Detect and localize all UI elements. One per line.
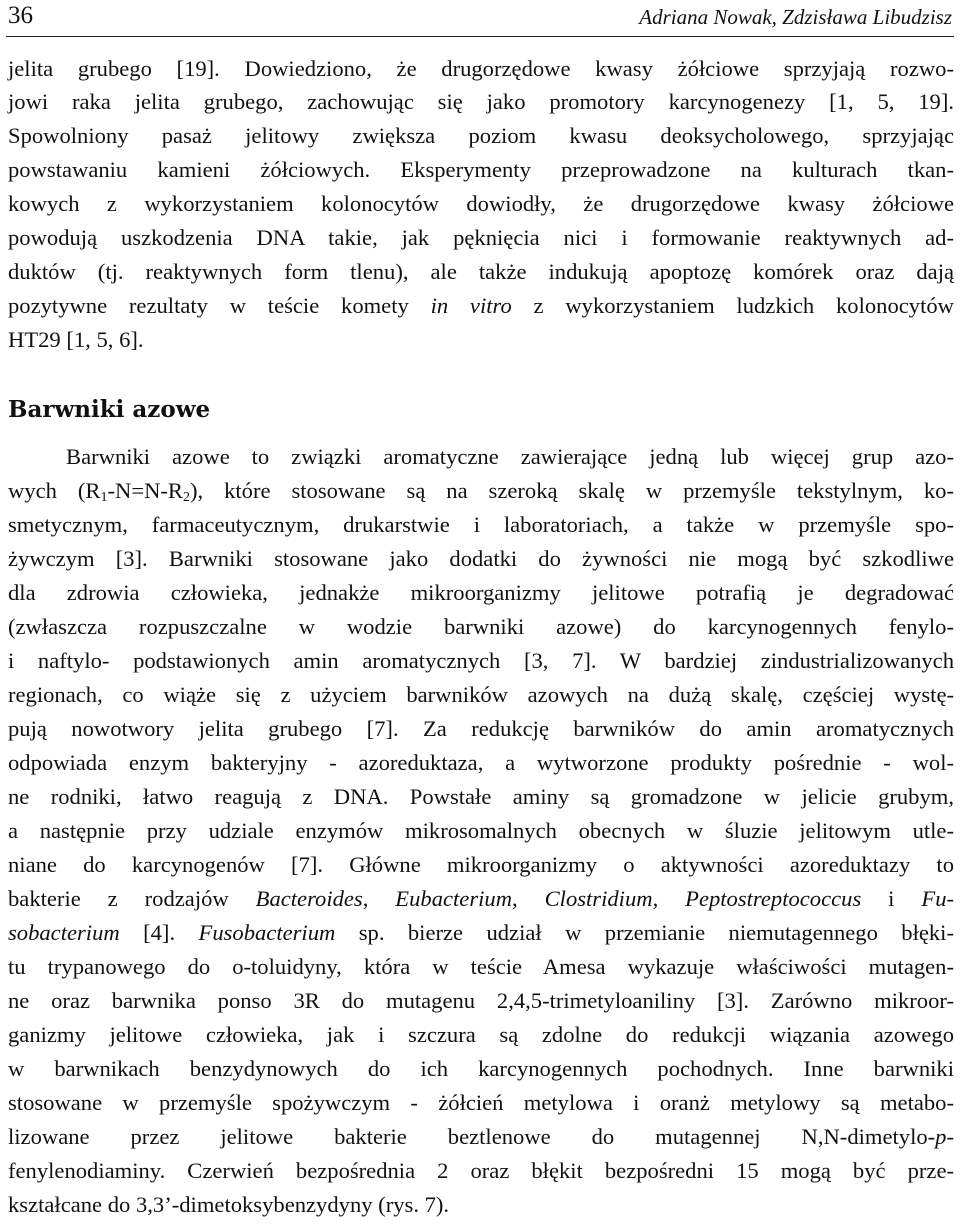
text-line: powstawaniu kamieni żółciowych. Eksperymenty przeprowadzone na kulturach tkan- [8, 157, 954, 182]
text-line: fenylenodiaminy. Czerwień bezpośrednia 2 oraz błękit bezpośredni 15 mogą być prze- [8, 1158, 954, 1183]
text-line: niane do karcynogenów [7]. Główne mikroorganizmy o aktywności azoreduktazy to [8, 852, 954, 877]
text-line: regionach, co wiąże się z użyciem barwników azowych na dużą skalę, częściej wystę- [8, 682, 954, 707]
text-line: a następnie przy udziale enzymów mikrosomalnych obecnych w śluzie jelitowym utle- [8, 818, 954, 843]
text-line: bakterie z rodzajów Bacteroides, Eubacterium, Clostridium, Peptostreptococcus i Fu- [8, 886, 955, 911]
text-line: odpowiada enzym bakteryjny - azoreduktaza, a wytworzone produkty pośrednie - wol- [8, 750, 954, 775]
text-line: kowych z wykorzystaniem kolonocytów dowiodły, że drugorzędowe kwasy żółciowe [8, 191, 954, 216]
text-line: sobacterium [4]. Fusobacterium sp. bierze udział w przemianie niemutagennego błęki- [8, 920, 954, 945]
text-line: pozytywne rezultaty w teście komety in vitro z wykorzystaniem ludzkich kolonocytów [8, 293, 954, 318]
text-line: duktów (tj. reaktywnych form tlenu), ale także indukują apoptozę komórek oraz dają [8, 259, 954, 284]
text-line: żywczym [3]. Barwniki stosowane jako dodatki do żywności nie mogą być szkodliwe [8, 546, 954, 571]
text-line: kształcane do 3,3’-dimetoksybenzydyny (rys. 7). [8, 1192, 450, 1217]
text-line: jelita grubego [19]. Dowiedziono, że drugorzędowe kwasy żółciowe sprzyjają rozwo- [8, 56, 954, 81]
text-line: ganizmy jelitowe człowieka, jak i szczura są zdolne do redukcji wiązania azowego [8, 1022, 954, 1047]
text-line: wych $(R_1-N=N-R_2)$, które stosowane są na szeroką skalę w przemyśle tekstylnym, ko- [8, 478, 954, 505]
section-heading: Barwniki azowe [8, 396, 211, 423]
text-line: jowi raka jelita grubego, zachowując się jako promotory karcynogenezy [1, 5, 19]. [8, 89, 954, 114]
text-line: pują nowotwory jelita grubego [7]. Za redukcję barwników do amin aromatycznych [8, 716, 954, 741]
text-line: dla zdrowia człowieka, jednakże mikroorganizmy jelitowe potrafią je degradować [8, 580, 954, 605]
text-line: smetycznym, farmaceutycznym, drukarstwie i laboratoriach, a także w przemyśle spo- [8, 512, 954, 537]
text-line: (zwłaszcza rozpuszczalne w wodzie barwniki azowe) do karcynogennych fenylo- [8, 614, 954, 639]
running-head: Adriana Nowak, Zdzisława Libudzisz [639, 5, 952, 29]
text-line: lizowane przez jelitowe bakterie beztlenowe do mutagennej N,N-dimetylo-p- [8, 1124, 954, 1149]
text-line: tu trypanowego do o-toluidyny, która w teście Amesa wykazuje właściwości mutagen- [8, 954, 954, 979]
text-line: powodują uszkodzenia DNA takie, jak pęknięcia nici i formowanie reaktywnych ad- [8, 225, 954, 250]
text-line: ne rodniki, łatwo reagują z DNA. Powstałe aminy są gromadzone w jelicie grubym, [8, 784, 954, 809]
text-line: i naftylo- podstawionych amin aromatycznych [3, 7]. W bardziej zindustrializowanych [8, 648, 954, 673]
text-line: ne oraz barwnika ponso 3R do mutagenu 2,4,5-trimetyloaniliny [3]. Zarówno mikroor- [8, 988, 954, 1013]
page-header [6, 0, 954, 37]
text-line: Spowolniony pasaż jelitowy zwiększa poziom kwasu deoksycholowego, sprzyjając [8, 123, 954, 148]
text-line: HT29 [1, 5, 6]. [8, 327, 144, 352]
text-line: w barwnikach benzydynowych do ich karcynogennych pochodnych. Inne barwniki [8, 1056, 954, 1081]
text-line: stosowane w przemyśle spożywczym - żółcień metylowa i oranż metylowy są metabo- [8, 1090, 954, 1115]
page-number: 36 [8, 2, 33, 29]
text-line: Barwniki azowe to związki aromatyczne zawierające jedną lub więcej grup azo- [66, 444, 954, 469]
